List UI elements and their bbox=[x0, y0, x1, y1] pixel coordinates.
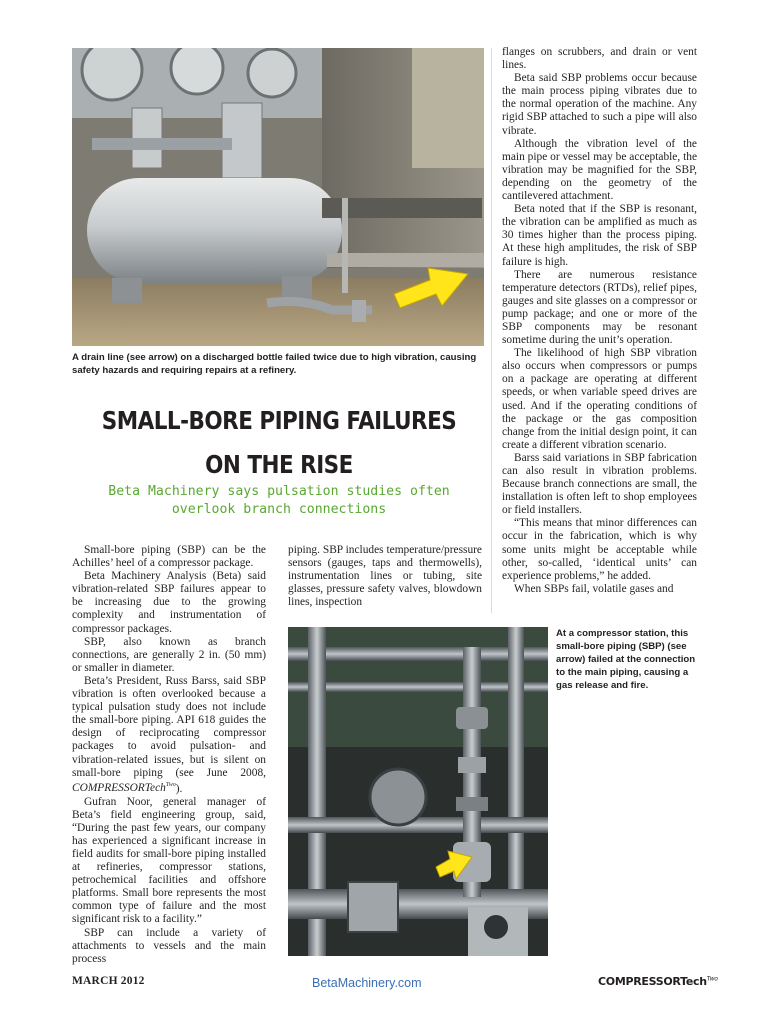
paragraph: SBP, also known as branch connections, are generally 2 in. (50 mm) or smaller in diameter. bbox=[72, 635, 266, 674]
paragraph: When SBPs fail, volatile gases and bbox=[514, 582, 674, 595]
compressor-bottle-photo bbox=[72, 48, 484, 346]
article-column-3 bbox=[502, 46, 697, 596]
paragraph: Beta noted that if the SBP is resonant, the vibration can be amplified as much as 30 times higher than the process piping. At these high amplitudes, the risk of SBP failure is high. bbox=[502, 203, 697, 268]
paragraph: “This means that minor differences can occur in the fabrication, which is why some units might be acceptable while other, so-called, ‘identical units’ can experience problems,” he added. bbox=[502, 517, 697, 582]
column-divider bbox=[491, 48, 492, 613]
paragraph: Small-bore piping (SBP) can be the Achilles’ heel of a compressor package. bbox=[72, 544, 266, 570]
magazine-reference: COMPRESSORTech$^{Two}$ bbox=[72, 782, 176, 795]
paragraph: There are numerous resistance temperature detectors (RTDs), relief pipes, gauges and site glasses on a compressor or pump package; and one or more of the SBP components may be resonant sometime during the unit’s operation. bbox=[502, 268, 697, 347]
deck-line-2: overlook branch connections bbox=[171, 502, 387, 517]
headline-line-1: SMALL-BORE PIPING FAILURES bbox=[101, 406, 457, 435]
paragraph: flanges on scrubbers, and drain or vent lines. bbox=[502, 46, 697, 72]
paragraph: SBP can include a variety of attachments to vessels and the main process bbox=[72, 926, 266, 965]
paragraph: Gufran Noor, general manager of Beta’s field engineering group, said, “During the past few years, our company has experienced a significant increase in field audits for small-bore piping installed at refineries, compressor stations, petrochemical facilities and offshore platforms. Small bore represents the most common type of failure and the most significant risk to a facility.” bbox=[72, 795, 266, 926]
paragraph: Although the vibration level of the main pipe or vessel may be acceptable, the vibration may be magnified for the SBP, depending on the geometry of the cantilevered attachment. bbox=[502, 137, 697, 203]
website-link[interactable]: BetaMachinery.com bbox=[312, 976, 422, 990]
photo-caption-bottom: At a compressor station, this small-bore piping (SBP) (see arrow) failed at the connection to the main piping, causing a gas release and fire. bbox=[556, 628, 696, 691]
paragraph: Barss said variations in SBP fabrication can also result in vibration problems. Because branch connections are small, the installation is often left to shop employees or field installers. bbox=[502, 451, 697, 517]
magazine-logo: COMPRESSORTech$^{Two}$ bbox=[598, 975, 718, 988]
compressor-station-piping-photo bbox=[288, 627, 548, 956]
paragraph: Beta’s President, Russ Barss, said SBP vibration is often overlooked because a typical pulsation study does not include the small-bore piping. API 618 guides the design of reciprocating compressor packages to avoid pulsation- and vibration-related issues, but is silent on small-bore piping (see June 2008, COMPRESSORTech$^{Two}$). bbox=[72, 674, 266, 795]
photo-caption-top: A drain line (see arrow) on a discharged bottle failed twice due to high vibration, causing safety hazards and requiring repairs at a refinery. bbox=[72, 352, 477, 376]
deck-line-1: Beta Machinery says pulsation studies often bbox=[108, 484, 450, 499]
issue-date: MARCH 2012 bbox=[72, 975, 145, 987]
paragraph: The likelihood of high SBP vibration also occurs when compressors or pumps on a package are operating at different speeds, or when variable speed drives are used. And if the operating conditions of the package or the gas composition change from the initial design point, it can create a different vibration scenario. bbox=[502, 347, 697, 451]
article-column-1 bbox=[72, 544, 266, 966]
paragraph: piping. SBP includes temperature/pressure sensors (gauges, taps and thermowells), instrumentation lines or tubing, site glasses, pressure safety valves, blowdown lines, inspection bbox=[288, 544, 482, 609]
headline-line-2: ON THE RISE bbox=[205, 450, 353, 479]
paragraph: Beta said SBP problems occur because the main process piping vibrates due to the normal operation of the machine. Any rigid SBP attached to such a pipe will also vibrate. bbox=[502, 72, 697, 137]
paragraph: Beta Machinery Analysis (Beta) said vibration-related SBP failures appear to be increasing due to the growing complexity and instrumentation of compressor packages. bbox=[72, 570, 266, 635]
paragraph-text: Beta’s President, Russ Barss, said SBP vibration is often overlooked because a typical pulsation study does not include the small-bore piping. API 618 guides the design of reciprocating compressor packages to avoid pulsation- and vibration-related issues, but is silent on small-bore piping (see June 2008, bbox=[72, 674, 266, 779]
article-column-2 bbox=[288, 544, 482, 609]
